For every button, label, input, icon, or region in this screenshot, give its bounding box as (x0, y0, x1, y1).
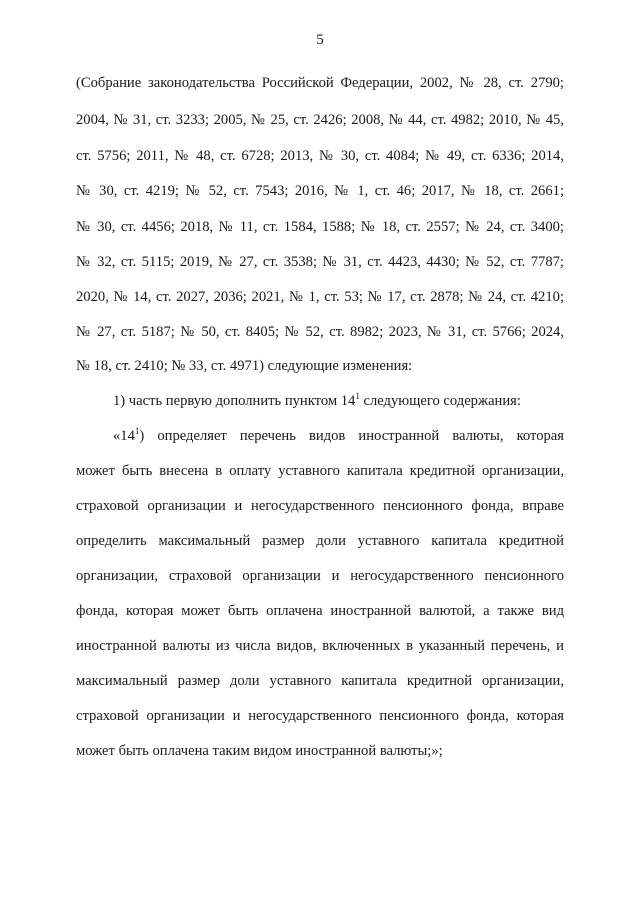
text-line: 2020, № 14, ст. 2027, 2036; 2021, № 1, ст. 53; № 17, ст. 2878; № 24, ст. 4210; (76, 289, 564, 305)
quote-first-text: «14 (113, 428, 135, 444)
quote-line: иностранной валюты из числа видов, включенных в указанный перечень, и (76, 638, 564, 654)
quote-line: максимальный размер доли уставного капитала кредитной организации, (76, 673, 564, 689)
text-line: 2004, № 31, ст. 3233; 2005, № 25, ст. 2426; 2008, № 44, ст. 4982; 2010, № 45, (76, 112, 564, 128)
quote-first-line (113, 427, 564, 445)
quote-first-text-end: ) определяет перечень видов иностранной валюты, которая (139, 428, 564, 444)
text-line: ст. 5756; 2011, № 48, ст. 6728; 2013, № 30, ст. 4084; № 49, ст. 6336; 2014, (76, 148, 564, 164)
text-line: № 32, ст. 5115; 2019, № 27, ст. 3538; № 31, ст. 4423, 4430; № 52, ст. 7787; (76, 254, 564, 270)
text-line: № 18, ст. 2410; № 33, ст. 4971) следующие изменения: (76, 358, 413, 374)
item-1-text-end: следующего содержания: (359, 393, 521, 409)
item-1-superscript: 1 (355, 391, 360, 401)
item-1-text: 1) часть первую дополнить пунктом 14 (113, 393, 356, 409)
item-1-line (113, 392, 521, 410)
quote-line: определить максимальный размер доли уставного капитала кредитной (76, 533, 564, 549)
text-line: № 27, ст. 5187; № 50, ст. 8405; № 52, ст. 8982; 2023, № 31, ст. 5766; 2024, (76, 324, 564, 340)
text-line: № 30, ст. 4219; № 52, ст. 7543; 2016, № 1, ст. 46; 2017, № 18, ст. 2661; (76, 183, 564, 199)
page-number: 5 (316, 32, 324, 48)
quote-line: страховой организации и негосударственного пенсионного фонда, вправе (76, 498, 564, 514)
quote-superscript: 1 (134, 426, 140, 436)
quote-last-line: может быть оплачена таким видом иностранной валюты;»; (76, 743, 443, 759)
quote-line: организации, страховой организации и негосударственного пенсионного (76, 568, 564, 584)
text-line: № 30, ст. 4456; 2018, № 11, ст. 1584, 1588; № 18, ст. 2557; № 24, ст. 3400; (76, 219, 564, 235)
quote-line: может быть внесена в оплату уставного капитала кредитной организации, (76, 463, 564, 479)
quote-line: фонда, которая может быть оплачена иностранной валютой, а также вид (76, 603, 564, 619)
quote-line: страховой организации и негосударственного пенсионного фонда, которая (76, 708, 564, 724)
text-line: (Собрание законодательства Российской Федерации, 2002, № 28, ст. 2790; (76, 75, 564, 91)
